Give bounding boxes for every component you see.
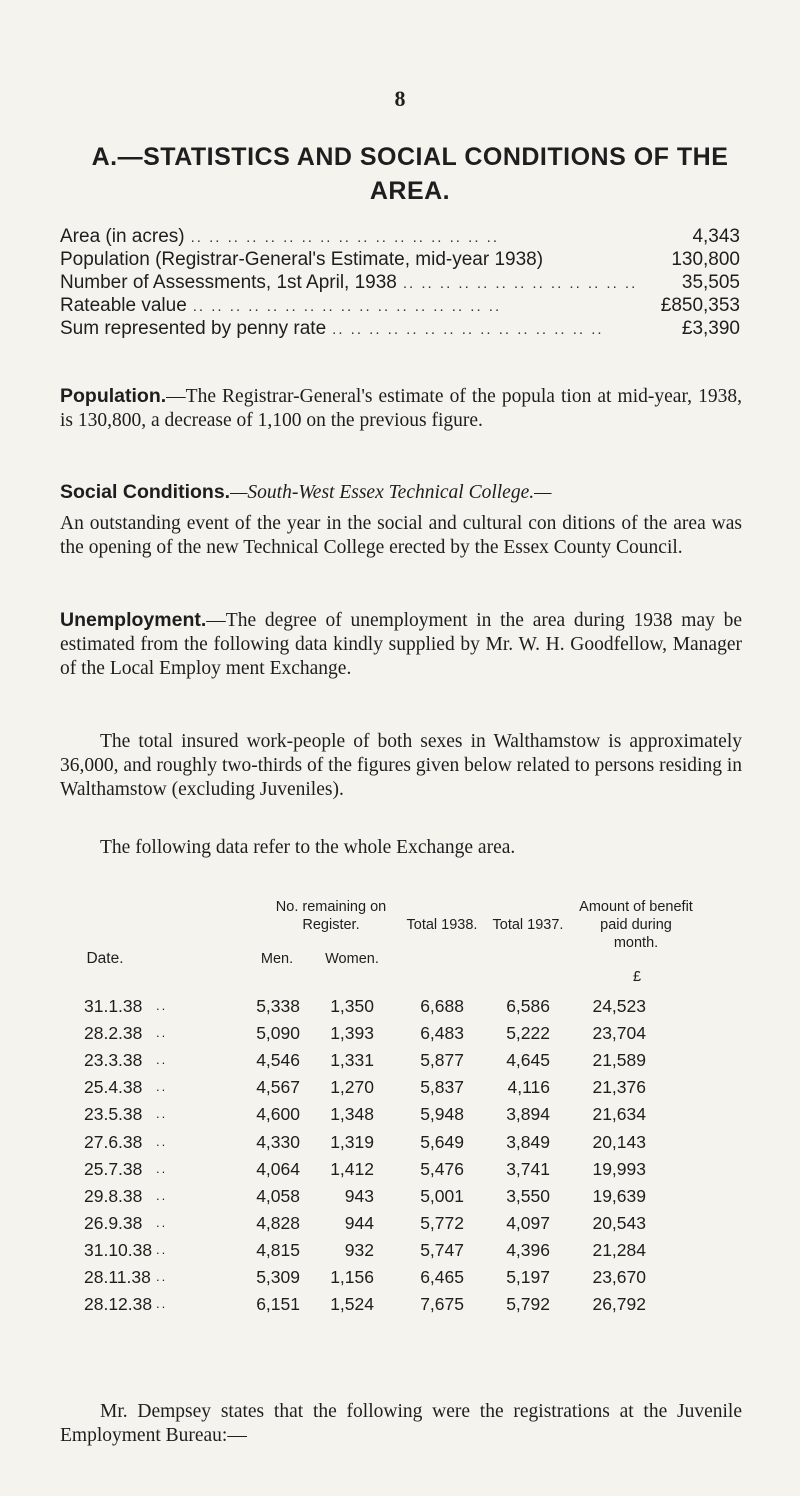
summary-row xyxy=(60,249,740,272)
cell-amount: 23,704 xyxy=(592,1023,646,1044)
cell-men: 4,064 xyxy=(256,1158,300,1179)
cell-date: 31.10.38 xyxy=(84,1239,153,1260)
cell-date: 25.7.38 xyxy=(84,1158,143,1179)
social-subheading: —South-West Essex Technical College.— xyxy=(230,482,552,503)
cell-women: 932 xyxy=(344,1239,374,1260)
cell-total-1937: 3,550 xyxy=(506,1185,550,1206)
header-total-1938: Total 1938. xyxy=(406,917,478,933)
cell-total-1937: 5,792 xyxy=(506,1294,550,1315)
cell-date: 28.2.38 xyxy=(84,1023,143,1044)
cell-total-1938: 5,837 xyxy=(420,1077,464,1098)
header-currency: £ xyxy=(632,969,642,985)
cell-total-1938: 5,772 xyxy=(420,1212,464,1233)
cell-total-1938: 7,675 xyxy=(420,1294,464,1315)
cell-total-1937: 4,396 xyxy=(506,1239,550,1260)
header-total-1937: Total 1937. xyxy=(492,917,564,933)
cell-total-1938: 5,476 xyxy=(420,1158,464,1179)
table-intro: The following data refer to the whole Exchange area. xyxy=(100,837,516,858)
summary-row: Rateable value .. .. .. .. .. .. .. .. .. .. .. .. .. .. .. .. .. £850,353 xyxy=(60,295,740,316)
summary-value: 35,505 xyxy=(681,272,740,293)
cell-men: 4,330 xyxy=(256,1131,300,1152)
cell-women: 1,350 xyxy=(330,996,374,1016)
cell-total-1938: 6,688 xyxy=(420,996,464,1016)
cell-men: 5,090 xyxy=(256,1023,300,1044)
cell-total-1937: 6,586 xyxy=(506,996,550,1016)
header-remaining: No. remaining on Register. xyxy=(275,899,387,933)
cell-total-1937: 5,197 xyxy=(506,1267,550,1287)
summary-label: Rateable value xyxy=(60,295,187,316)
cell-date: 27.6.38 xyxy=(84,1131,143,1152)
cell-men: 4,828 xyxy=(256,1212,300,1233)
unemployment-text: —The degree of unemployment in the area during 1938 may be estimated from the following data kindly supplied by Mr. W. H. Goodfellow, Manager of the Local Employ ment Exchange. xyxy=(60,610,742,679)
cell-amount: 21,376 xyxy=(592,1077,646,1098)
cell-date: 28.11.38 xyxy=(84,1267,151,1287)
cell-amount: 21,634 xyxy=(592,1104,646,1125)
cell-men: 4,815 xyxy=(256,1239,300,1260)
cell-men: 4,058 xyxy=(256,1185,300,1206)
cell-amount: 20,543 xyxy=(592,1212,646,1233)
cell-women: 1,319 xyxy=(330,1131,374,1152)
summary-label: Number of Assessments, 1st April, 1938 xyxy=(60,272,397,293)
closing-paragraph: Mr. Dempsey states that the following were the registrations at the Juvenile Employment Bureau:— xyxy=(60,1401,742,1446)
cell-women: 1,393 xyxy=(330,1023,374,1044)
cell-total-1937: 5,222 xyxy=(506,1023,550,1044)
table-row: 23.3.38 .. 4,546 1,331 5,877 4,645 21,589 xyxy=(84,1050,646,1071)
cell-total-1937: 3,894 xyxy=(506,1104,550,1125)
cell-men: 4,567 xyxy=(256,1077,300,1098)
social-paragraph: An outstanding event of the year in the social and cultural con ditions of the area was the opening of the new Technical College erected by the Essex County Council. xyxy=(60,513,742,558)
header-men: Men. xyxy=(260,951,294,967)
header-amount: Amount of benefit paid during month. xyxy=(579,899,693,951)
cell-total-1938: 6,483 xyxy=(420,1023,464,1044)
summary-label: Population (Registrar-General's Estimate, mid-year 1938) xyxy=(60,249,544,270)
summary-label: Sum represented by penny rate xyxy=(60,318,327,339)
section-title: A.—STATISTICS AND SOCIAL CONDITIONS OF THE AREA. xyxy=(91,143,729,205)
cell-total-1938: 5,948 xyxy=(420,1104,464,1125)
cell-date: 26.9.38 xyxy=(84,1212,143,1233)
cell-date: 25.4.38 xyxy=(84,1077,143,1098)
cell-total-1938: 5,747 xyxy=(420,1239,464,1260)
cell-total-1938: 5,877 xyxy=(420,1050,464,1071)
summary-value: £3,390 xyxy=(681,318,740,339)
table-row: 29.8.38 .. 4,058 943 5,001 3,550 19,639 xyxy=(84,1185,646,1206)
cell-women: 1,412 xyxy=(330,1158,374,1179)
cell-men: 5,309 xyxy=(256,1267,300,1287)
header-date: Date. xyxy=(86,950,124,967)
cell-total-1938: 6,465 xyxy=(420,1267,464,1287)
page-number: 8 xyxy=(394,86,406,111)
summary-statistics xyxy=(60,226,740,341)
table-row: 28.2.38 .. 5,090 1,393 6,483 5,222 23,704 xyxy=(84,1023,646,1044)
cell-men: 5,338 xyxy=(256,996,300,1016)
cell-total-1937: 4,645 xyxy=(506,1050,550,1071)
summary-value: 4,343 xyxy=(692,226,740,247)
cell-total-1937: 3,741 xyxy=(506,1158,550,1179)
cell-total-1938: 5,649 xyxy=(420,1131,464,1152)
cell-women: 1,270 xyxy=(330,1077,374,1098)
table-row: 25.4.38 .. 4,567 1,270 5,837 4,116 21,376 xyxy=(84,1077,646,1098)
table-row: 23.5.38 .. 4,600 1,348 5,948 3,894 21,634 xyxy=(84,1104,646,1125)
cell-amount: 21,589 xyxy=(592,1050,646,1071)
cell-women: 1,331 xyxy=(330,1050,374,1071)
population-paragraph xyxy=(60,384,742,433)
summary-row: Area (in acres) .. .. .. .. .. .. .. .. .. .. .. .. .. .. .. .. .. 4,343 xyxy=(60,226,740,247)
cell-women: 1,524 xyxy=(330,1294,374,1315)
cell-amount: 20,143 xyxy=(592,1131,646,1152)
cell-total-1937: 4,097 xyxy=(506,1212,550,1233)
cell-women: 944 xyxy=(344,1212,374,1233)
cell-date: 23.3.38 xyxy=(84,1050,143,1071)
table-row: 25.7.38 .. 4,064 1,412 5,476 3,741 19,993 xyxy=(84,1158,646,1179)
cell-women: 1,156 xyxy=(330,1267,374,1287)
table-row: 31.1.38 .. 5,338 1,350 6,688 6,586 24,523 xyxy=(84,996,646,1016)
table-row: 28.12.38 .. 6,151 1,524 7,675 5,792 26,792 xyxy=(84,1294,646,1315)
population-text: —The Registrar-General's estimate of the popula tion at mid-year, 1938, is 130,800, a decrease of 1,100 on the previous figure. xyxy=(60,386,742,431)
summary-value: 130,800 xyxy=(671,249,740,270)
cell-amount: 21,284 xyxy=(592,1239,646,1260)
cell-men: 6,151 xyxy=(256,1294,300,1315)
unemployment-paragraph xyxy=(60,608,742,681)
insured-paragraph: The total insured work-people of both sexes in Walthamstow is approximately 36,000, and roughly two-thirds of the figures given below related to persons residing in Walthamstow (excluding Juveniles). xyxy=(60,731,742,800)
cell-women: 1,348 xyxy=(330,1104,374,1125)
summary-label: Area (in acres) xyxy=(60,226,185,247)
table-row: 26.9.38 .. 4,828 944 5,772 4,097 20,543 xyxy=(84,1212,646,1233)
table-row: 27.6.38 .. 4,330 1,319 5,649 3,849 20,143 xyxy=(84,1131,646,1152)
cell-date: 29.8.38 xyxy=(84,1185,143,1206)
cell-men: 4,600 xyxy=(256,1104,300,1125)
unemployment-heading: Unemployment. xyxy=(60,609,207,631)
summary-row: Number of Assessments, 1st April, 1938 .. .. .. .. .. .. .. .. .. .. .. .. .. 35,505 xyxy=(60,272,740,293)
social-heading-line xyxy=(60,480,742,505)
cell-amount: 19,639 xyxy=(592,1185,646,1206)
cell-date: 28.12.38 xyxy=(84,1294,153,1315)
cell-amount: 23,670 xyxy=(592,1267,646,1287)
table-row: 31.10.38 .. 4,815 932 5,747 4,396 21,284 xyxy=(84,1239,646,1260)
cell-date: 31.1.38 xyxy=(84,996,143,1016)
cell-amount: 26,792 xyxy=(592,1294,646,1315)
cell-total-1937: 3,849 xyxy=(506,1131,550,1152)
cell-amount: 19,993 xyxy=(592,1158,646,1179)
summary-value: £850,353 xyxy=(660,295,740,316)
cell-men: 4,546 xyxy=(256,1050,300,1071)
cell-amount: 24,523 xyxy=(592,996,646,1016)
population-heading: Population. xyxy=(60,385,167,407)
social-heading: Social Conditions. xyxy=(60,481,231,503)
header-women: Women. xyxy=(325,951,379,967)
cell-date: 23.5.38 xyxy=(84,1104,143,1125)
cell-total-1937: 4,116 xyxy=(507,1077,550,1098)
cell-total-1938: 5,001 xyxy=(420,1185,464,1206)
cell-women: 943 xyxy=(344,1185,374,1206)
table-row: 28.11.38 .. 5,309 1,156 6,465 5,197 23,670 xyxy=(84,1267,646,1287)
summary-row: Sum represented by penny rate .. .. .. .. .. .. .. .. .. .. .. .. .. .. .. £3,390 xyxy=(60,318,740,339)
